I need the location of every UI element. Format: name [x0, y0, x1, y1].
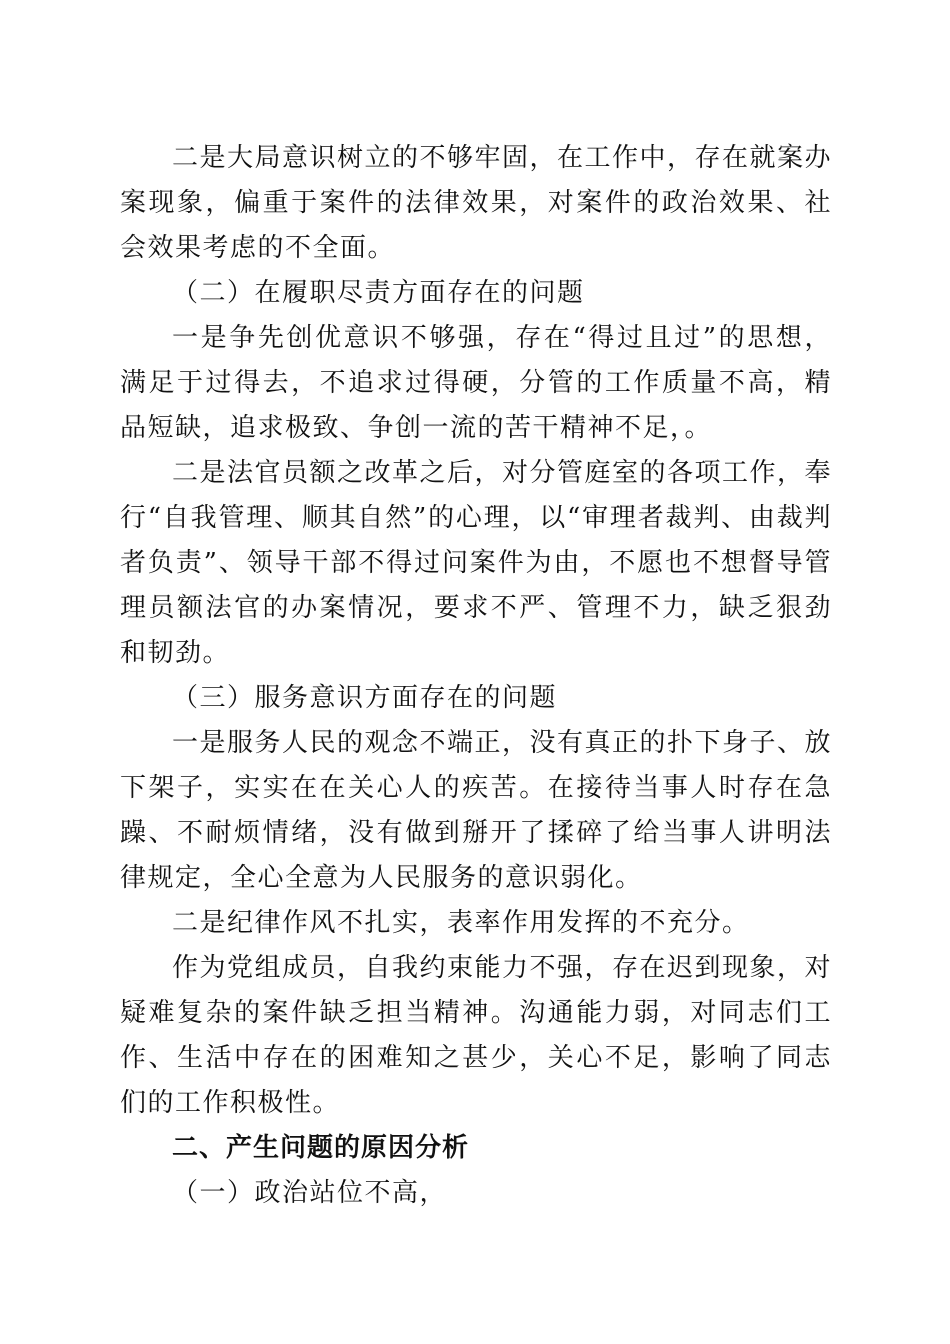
subheading-service-awareness: （三）服务意识方面存在的问题 — [172, 683, 558, 713]
paragraph-judge-quota-reform: 二是法官员额之改革之后，对分管庭室的各项工作，奉行“自我管理、顺其自然”的心理，以“审理者裁判、由裁判者负责”、领导干部不得过问案件为由，不愿也不想督导管理员额法官的办案情况，要求不严、管理不力，缺乏狠劲和韧劲。 — [120, 458, 833, 668]
subheading-political-standing: （一）政治站位不高， — [172, 1178, 448, 1208]
document-body — [120, 136, 832, 1216]
paragraph-party-member: 作为党组成员，自我约束能力不强，存在迟到现象，对疑难复杂的案件缺乏担当精神。沟通能力弱，对同志们工作、生活中存在的困难知之甚少，关心不足，影响了同志们的工作积极性。 — [120, 953, 833, 1118]
paragraph-excellence-awareness: 一是争先创优意识不够强，存在“得过且过”的思想，满足于过得去，不追求过得硬，分管的工作质量不高，精品短缺，追求极致、争创一流的苦干精神不足，。 — [120, 323, 832, 443]
section-heading-cause-analysis: 二、产生问题的原因分析 — [172, 1133, 470, 1163]
paragraph-overall-awareness: 二是大局意识树立的不够牢固，在工作中，存在就案办案现象，偏重于案件的法律效果，对案件的政治效果、社会效果考虑的不全面。 — [120, 143, 833, 263]
paragraph-discipline-style: 二是纪律作风不扎实，表率作用发挥的不充分。 — [172, 908, 750, 938]
paragraph-serving-people: 一是服务人民的观念不端正，没有真正的扑下身子、放下架子，实实在在关心人的疾苦。在接待当事人时存在急躁、不耐烦情绪，没有做到掰开了揉碎了给当事人讲明法律规定，全心全意为人民服务的意识弱化。 — [120, 728, 833, 893]
subheading-duty-performance: （二）在履职尽责方面存在的问题 — [172, 278, 585, 308]
